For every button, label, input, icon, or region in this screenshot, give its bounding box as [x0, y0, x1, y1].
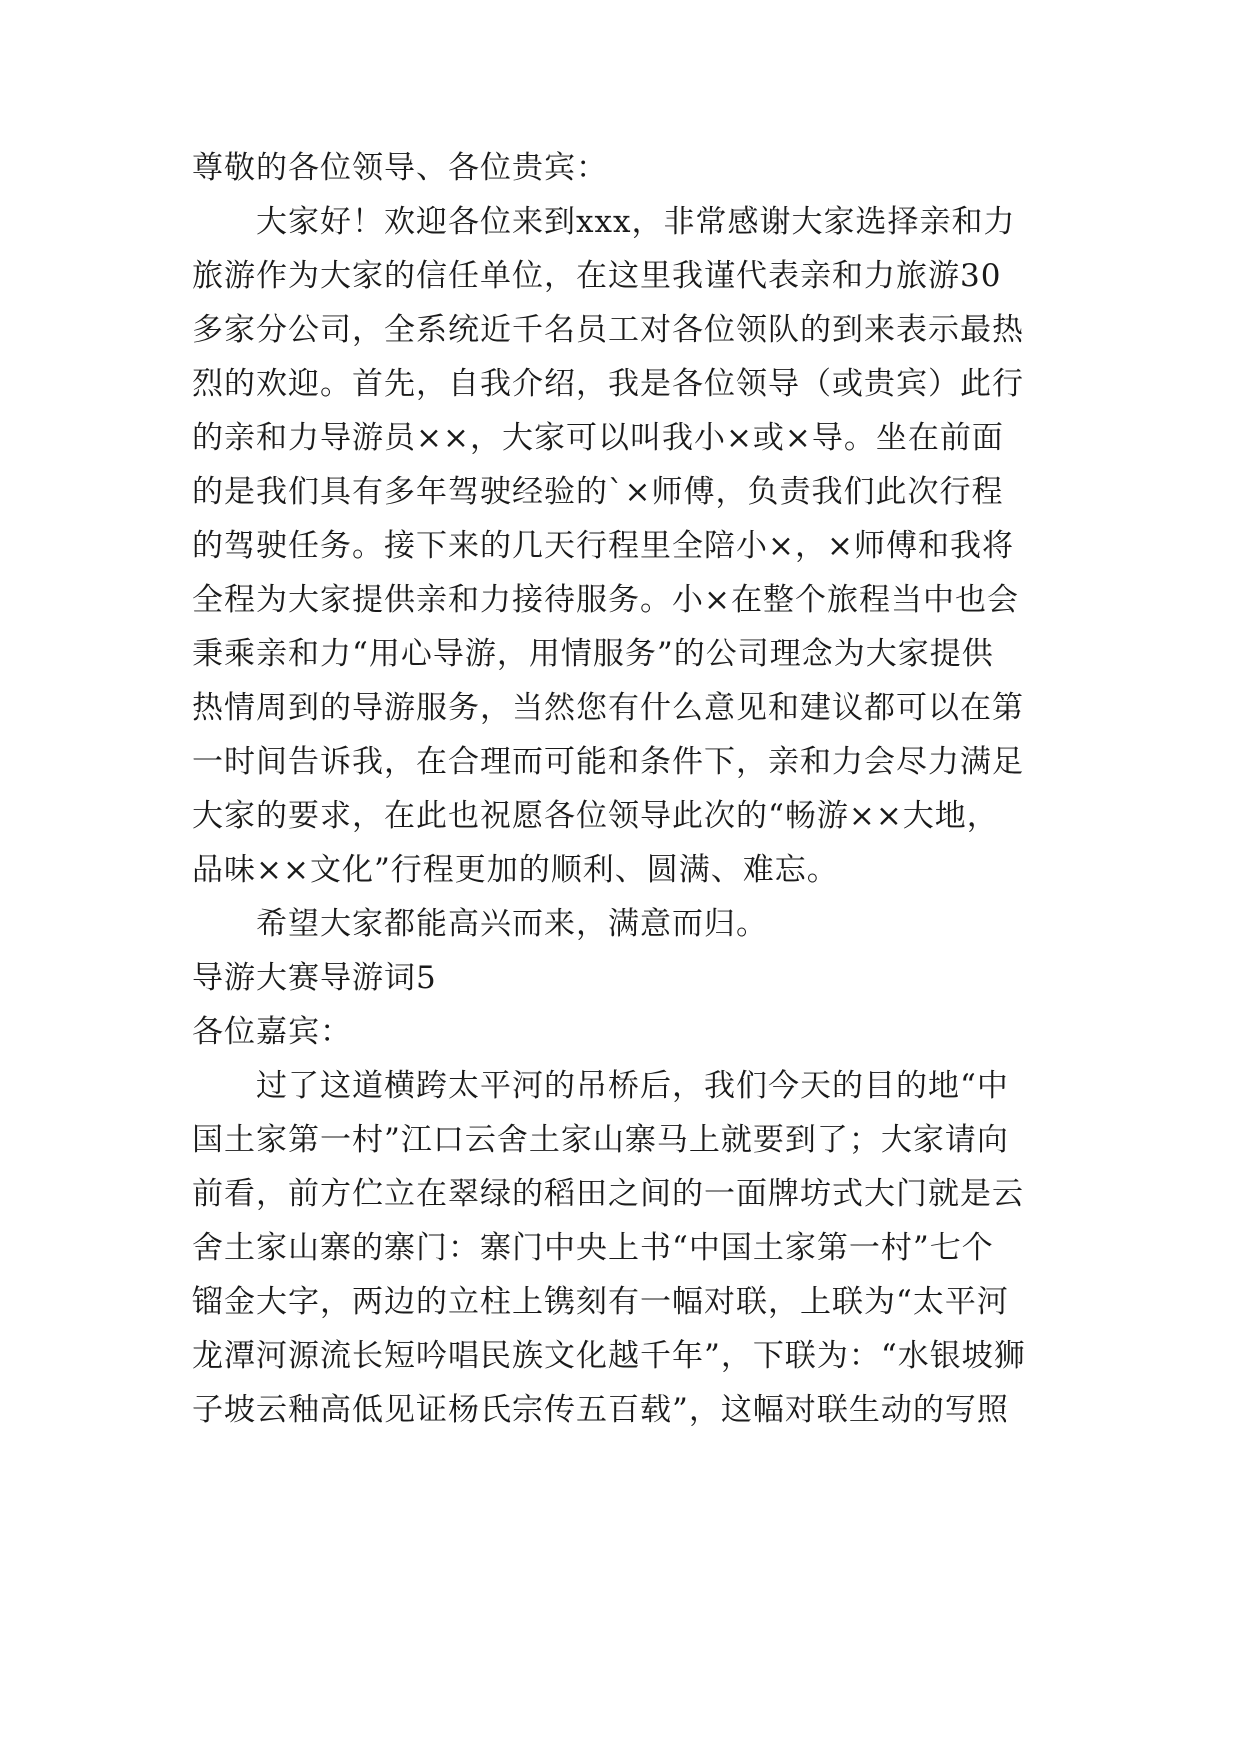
paragraph-line: 大家好！欢迎各位来到xxx，非常感谢大家选择亲和力 — [256, 204, 1016, 240]
paragraph-line: 前看，前方伫立在翠绿的稻田之间的一面牌坊式大门就是云 — [192, 1176, 1024, 1212]
paragraph-line: 烈的欢迎。首先，自我介绍，我是各位领导（或贵宾）此行 — [192, 366, 1024, 402]
paragraph-line: 秉乘亲和力“用心导游，用情服务”的公司理念为大家提供 — [192, 636, 994, 672]
paragraph-line: 舍土家山寨的寨门：寨门中央上书“中国土家第一村”七个 — [192, 1230, 994, 1266]
paragraph-line: 旅游作为大家的信任单位，在这里我谨代表亲和力旅游30 — [192, 258, 1002, 294]
paragraph-line: 镏金大字，两边的立柱上镌刻有一幅对联，上联为“太平河 — [192, 1284, 1009, 1320]
paragraph-line: 多家分公司，全系统近千名员工对各位领队的到来表示最热 — [192, 312, 1024, 348]
paragraph-line: 一时间告诉我，在合理而可能和条件下，亲和力会尽力满足 — [192, 744, 1024, 780]
paragraph-line: 的驾驶任务。接下来的几天行程里全陪小×，×师傅和我将 — [192, 528, 1014, 564]
salutation: 尊敬的各位领导、各位贵宾： — [192, 150, 608, 186]
section-heading: 导游大赛导游词5 — [192, 960, 437, 996]
paragraph-line: 龙潭河源流长短吟唱民族文化越千年”，下联为：“水银坡狮 — [192, 1338, 1026, 1374]
paragraph-line: 热情周到的导游服务，当然您有什么意见和建议都可以在第 — [192, 690, 1024, 726]
paragraph-line: 子坡云釉高低见证杨氏宗传五百载”，这幅对联生动的写照 — [192, 1392, 1009, 1428]
paragraph-line: 全程为大家提供亲和力接待服务。小×在整个旅程当中也会 — [192, 582, 1019, 618]
paragraph-line: 的是我们具有多年驾驶经验的`×师傅，负责我们此次行程 — [192, 474, 1004, 510]
paragraph-line: 国土家第一村”江口云舍土家山寨马上就要到了；大家请向 — [192, 1122, 1009, 1158]
paragraph-line: 过了这道横跨太平河的吊桥后，我们今天的目的地“中 — [256, 1068, 1009, 1104]
paragraph-line: 品味××文化”行程更加的顺利、圆满、难忘。 — [192, 852, 839, 888]
paragraph-line: 的亲和力导游员××，大家可以叫我小×或×导。坐在前面 — [192, 420, 1004, 456]
closing-paragraph: 希望大家都能高兴而来，满意而归。 — [256, 906, 768, 942]
salutation: 各位嘉宾： — [192, 1014, 352, 1050]
paragraph-line: 大家的要求，在此也祝愿各位领导此次的“畅游××大地， — [192, 798, 999, 834]
